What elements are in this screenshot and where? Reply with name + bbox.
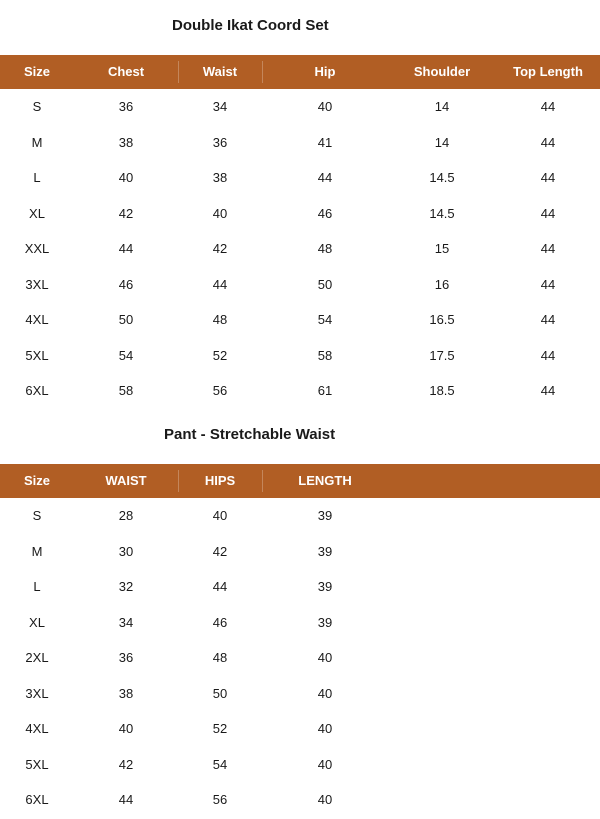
table-cell: 44 [540,347,556,363]
header-hip: Hip [262,55,388,89]
table-cell: 36 [212,134,228,150]
table-cell: 44 [212,579,228,595]
table-header-row [0,55,600,89]
table-cell: 34 [118,614,134,630]
header-waist: Waist [178,55,262,89]
table-row [0,196,600,232]
table-cell: XL [29,205,45,221]
table-cell: 44 [118,792,134,808]
table-row [0,711,600,747]
table-cell: M [31,543,43,559]
table-cell: 36 [118,99,134,115]
table-cell: 16 [434,276,450,292]
table-cell: S [32,99,42,115]
table-cell: 4XL [25,721,49,737]
table-cell: 50 [317,276,333,292]
header-size: Size [23,473,50,488]
table-cell: 38 [118,134,134,150]
table-cell: 54 [317,312,333,328]
table-row [0,676,600,712]
table-cell: 36 [118,650,134,666]
table-cell: 39 [317,579,333,595]
table-cell: 15 [434,241,450,257]
table-cell: L [33,170,41,186]
table-cell: 52 [212,347,228,363]
table-cell: 40 [118,721,134,737]
table-cell: 54 [118,347,134,363]
table-cell: 30 [118,543,134,559]
table-row [0,125,600,161]
table-cell: 32 [118,579,134,595]
table-cell: 44 [317,170,333,186]
table-cell: 44 [540,312,556,328]
table-cell: 44 [540,383,556,399]
table-header-row [0,464,600,498]
table-cell: 5XL [25,347,49,363]
header-size: Size [23,64,50,79]
table-cell: 40 [317,99,333,115]
table-cell: 42 [118,205,134,221]
table-cell: 40 [317,650,333,666]
header-chest: Chest [107,64,145,79]
table-row [0,640,600,676]
table-cell: 4XL [25,312,49,328]
table-cell: XL [29,614,45,630]
header-length: LENGTH [262,464,388,498]
table-cell: 48 [212,312,228,328]
table-cell: 54 [212,756,228,772]
top-set-size-table [0,55,600,409]
table-row [0,160,600,196]
table-cell: 58 [317,347,333,363]
table-cell: 44 [540,205,556,221]
table-cell: 40 [212,508,228,524]
table-cell: 48 [317,241,333,257]
table-cell: 40 [212,205,228,221]
table-row [0,373,600,409]
table-row [0,498,600,534]
table-row [0,569,600,605]
table-cell: 42 [118,756,134,772]
table-row [0,231,600,267]
table-cell: 40 [317,792,333,808]
pant-size-table [0,464,600,818]
table-cell: 44 [540,170,556,186]
table-row [0,534,600,570]
table-row [0,605,600,641]
table-cell: 41 [317,134,333,150]
table-cell: 14 [434,99,450,115]
table-cell: 3XL [25,685,49,701]
table-cell: 18.5 [429,383,455,399]
top-set-title: Double Ikat Coord Set [172,17,329,34]
table-cell: 44 [540,241,556,257]
pant-title: Pant - Stretchable Waist [164,426,336,443]
table-cell: 56 [212,792,228,808]
header-empty [388,464,600,498]
table-cell: 16.5 [429,312,455,328]
header-top-length: Top Length [513,64,583,79]
table-cell: 14.5 [429,170,455,186]
table-cell: 50 [118,312,134,328]
table-cell: 44 [540,99,556,115]
table-cell: 50 [212,685,228,701]
table-cell: 46 [212,614,228,630]
table-row [0,267,600,303]
table-row [0,747,600,783]
table-cell: 38 [118,685,134,701]
table-row [0,302,600,338]
table-cell: 46 [317,205,333,221]
table-cell: 14 [434,134,450,150]
table-cell: 48 [212,650,228,666]
table-cell: M [31,134,43,150]
table-cell: 40 [317,756,333,772]
table-cell: 3XL [25,276,49,292]
table-cell: 6XL [25,792,49,808]
table-cell: 40 [317,721,333,737]
table-cell: 40 [118,170,134,186]
table-cell: 42 [212,241,228,257]
table-cell: 44 [212,276,228,292]
table-cell: 56 [212,383,228,399]
table-cell: 44 [540,276,556,292]
table-cell: 40 [317,685,333,701]
table-cell: 38 [212,170,228,186]
table-row [0,89,600,125]
table-cell: 2XL [25,650,49,666]
table-cell: 46 [118,276,134,292]
table-cell: XXL [24,241,50,257]
table-cell: 52 [212,721,228,737]
header-shoulder: Shoulder [413,64,471,79]
table-cell: 17.5 [429,347,455,363]
header-hips: HIPS [178,464,262,498]
table-cell: 28 [118,508,134,524]
table-cell: 61 [317,383,333,399]
table-cell: 34 [212,99,228,115]
header-waist: WAIST [105,473,147,488]
table-cell: 39 [317,614,333,630]
table-cell: 39 [317,508,333,524]
table-cell: L [33,579,41,595]
table-cell: 5XL [25,756,49,772]
table-cell: 42 [212,543,228,559]
table-row [0,338,600,374]
table-row [0,782,600,818]
table-cell: 6XL [25,383,49,399]
table-cell: 44 [540,134,556,150]
table-cell: S [32,508,42,524]
table-cell: 14.5 [429,205,455,221]
table-cell: 39 [317,543,333,559]
table-cell: 44 [118,241,134,257]
table-cell: 58 [118,383,134,399]
